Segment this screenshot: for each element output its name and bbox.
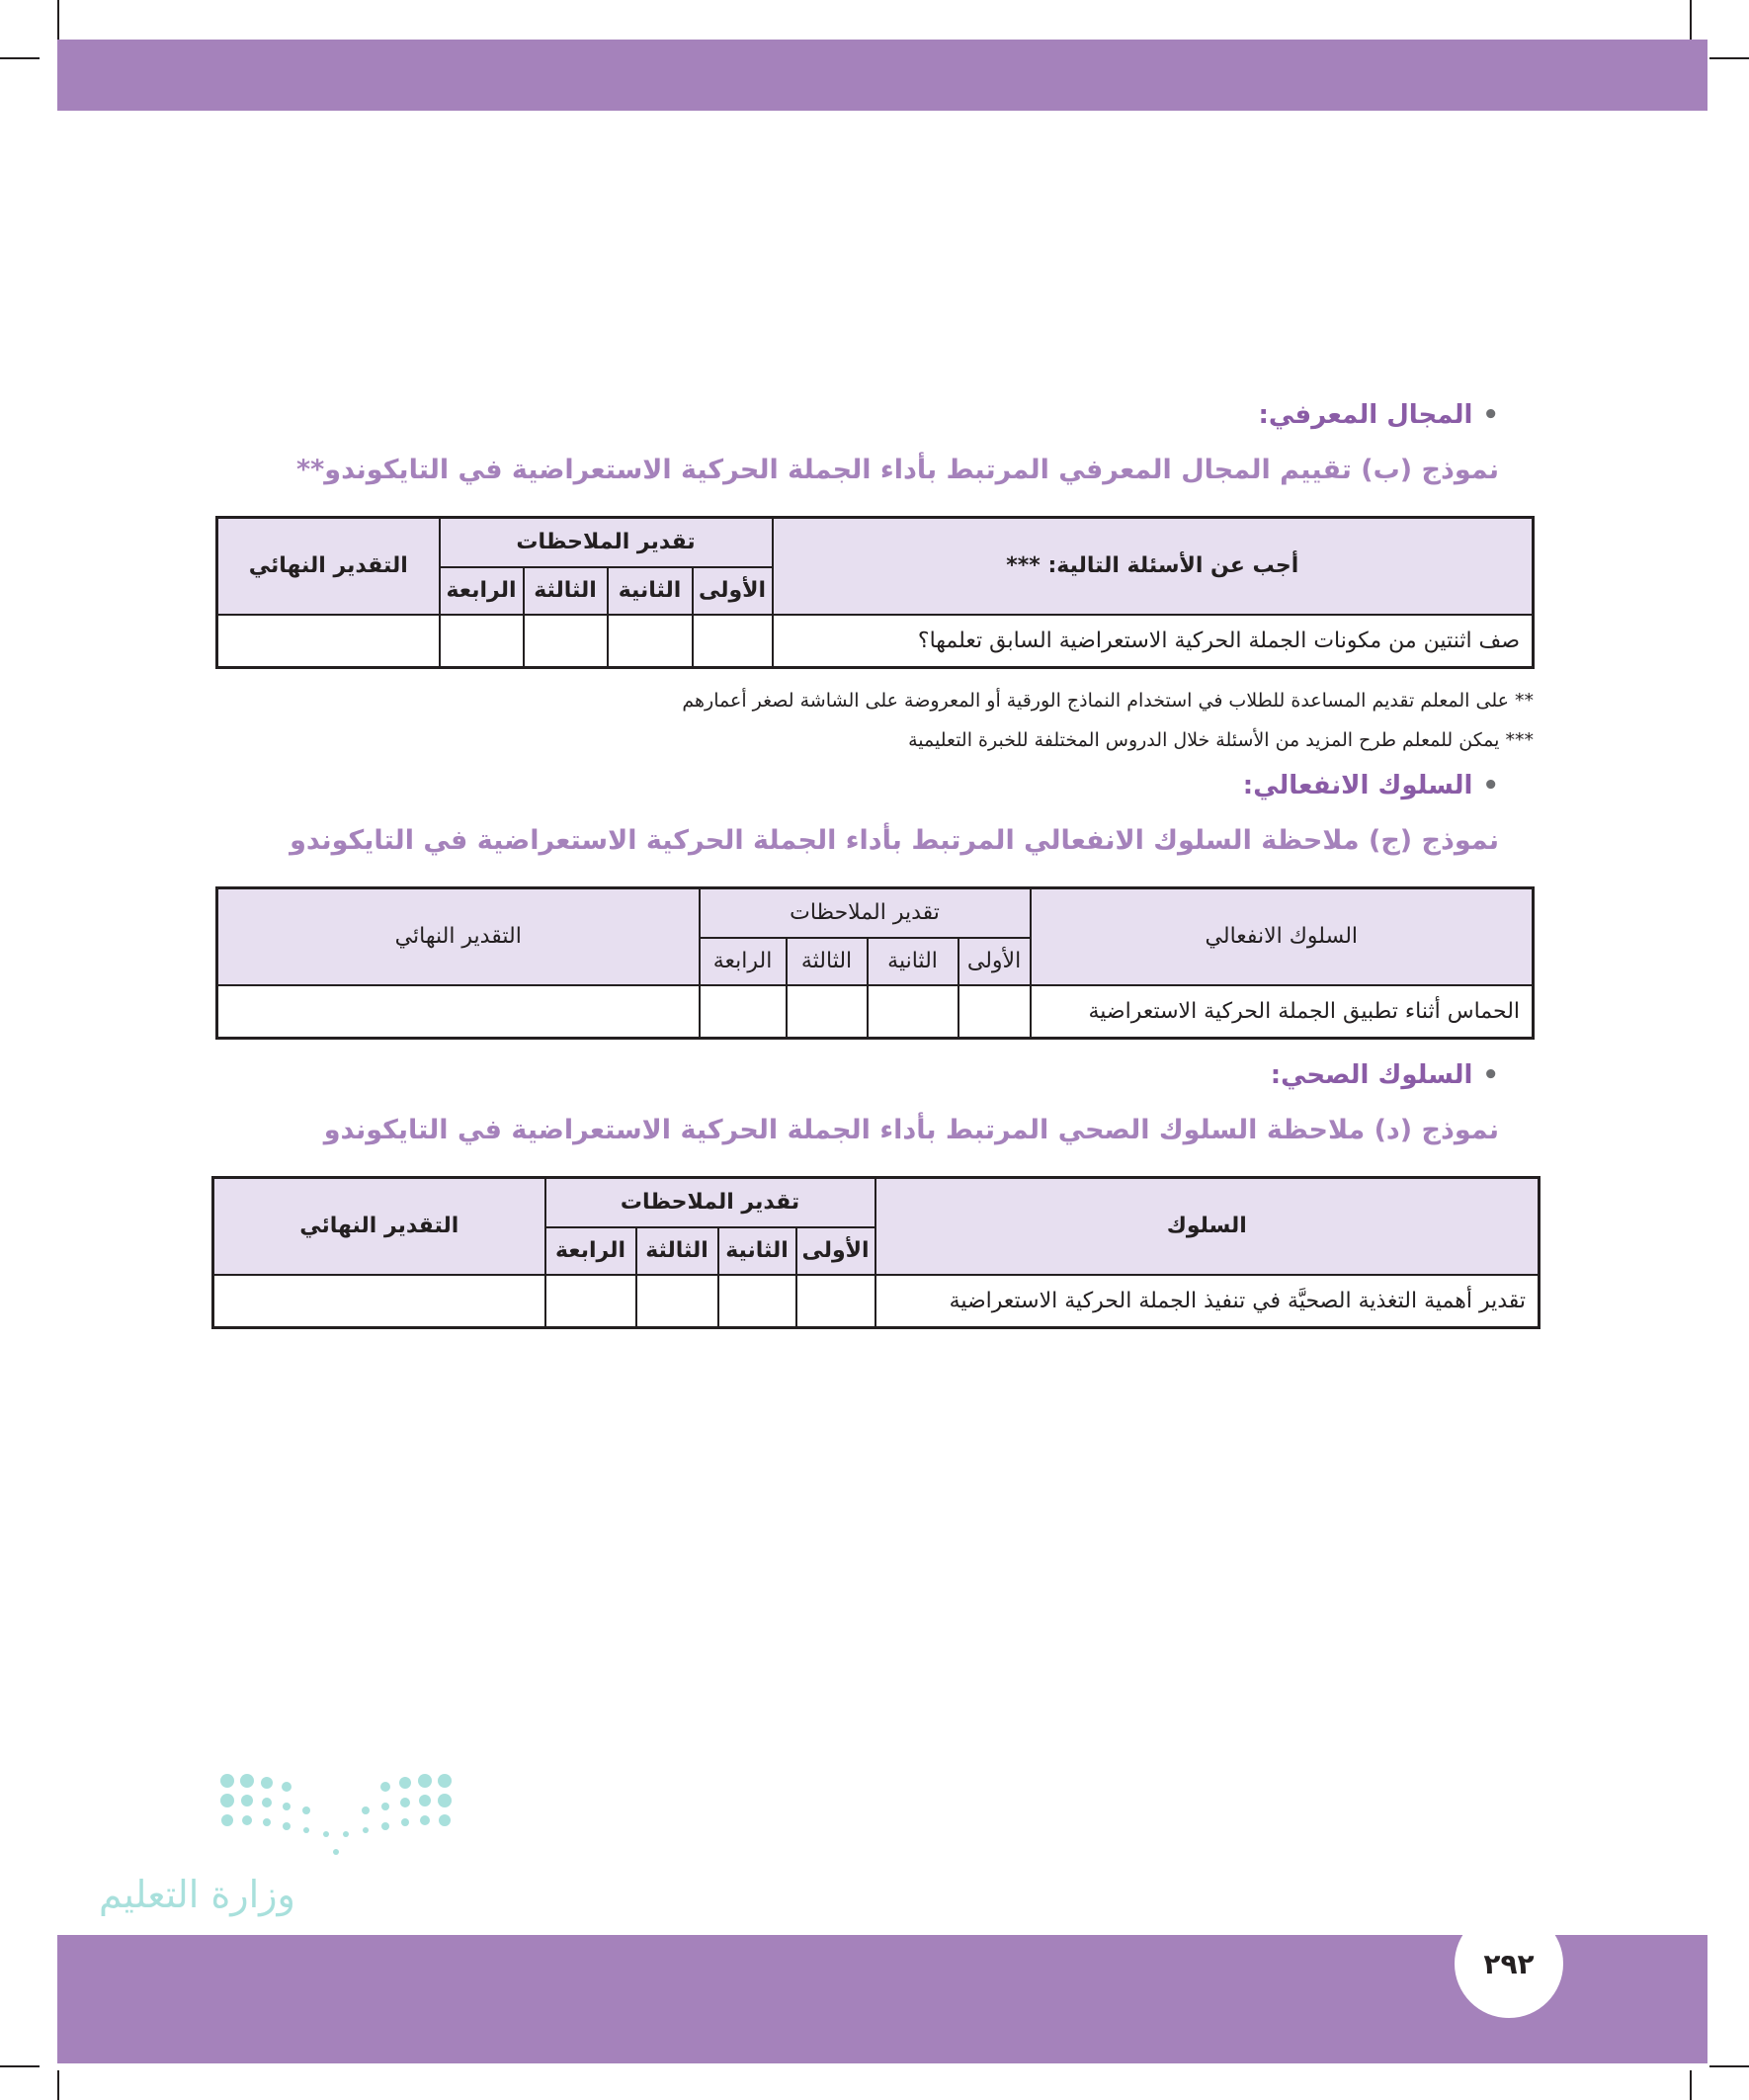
sub-column-third: الثالثة xyxy=(787,938,868,985)
crop-mark xyxy=(0,57,40,59)
table-form-b xyxy=(215,516,1535,669)
table-row-behavior: تقدير أهمية التغذية الصحيَّة في تنفيذ الجملة الحركية الاستعراضية xyxy=(875,1275,1540,1328)
table-row-behavior: الحماس أثناء تطبيق الجملة الحركية الاستعراضية xyxy=(1031,985,1534,1039)
footnote-1: ** على المعلم تقديم المساعدة للطلاب في استخدام النماذج الورقية أو المعروضة على الشاشة لصغر أعمارهم xyxy=(682,690,1534,712)
crop-mark xyxy=(57,0,59,40)
heading-form-c: نموذج (ج) ملاحظة السلوك الانفعالي المرتبط بأداء الجملة الحركية الاستعراضية في التايكوندو xyxy=(290,825,1499,856)
table-cell-empty[interactable] xyxy=(958,985,1031,1039)
table-cell-empty[interactable] xyxy=(213,1275,545,1328)
bullet-dot: • xyxy=(1482,400,1499,430)
crop-mark xyxy=(57,2070,59,2100)
column-header-observations: تقدير الملاحظات xyxy=(545,1178,875,1227)
section-label-emotional xyxy=(1243,771,1499,800)
table-cell-empty[interactable] xyxy=(524,615,608,668)
sub-column-third: الثالثة xyxy=(636,1227,718,1275)
ministry-logo-text: وزارة التعليم xyxy=(99,1873,295,1916)
table-cell-empty[interactable] xyxy=(700,985,787,1039)
heading-form-d: نموذج (د) ملاحظة السلوك الصحي المرتبط بأداء الجملة الحركية الاستعراضية في التايكوندو xyxy=(323,1115,1499,1145)
table-cell-empty[interactable] xyxy=(718,1275,796,1328)
sub-column-fourth: الرابعة xyxy=(440,567,524,615)
sub-column-first: الأولى xyxy=(693,567,773,615)
section-label-health xyxy=(1271,1060,1499,1090)
column-header-behavior: السلوك الانفعالي xyxy=(1031,888,1534,985)
table-cell-empty[interactable] xyxy=(636,1275,718,1328)
table-cell-empty[interactable] xyxy=(440,615,524,668)
column-header-observations: تقدير الملاحظات xyxy=(700,888,1031,938)
table-cell-empty[interactable] xyxy=(787,985,868,1039)
crop-mark xyxy=(1709,57,1749,59)
sub-column-fourth: الرابعة xyxy=(545,1227,636,1275)
table-form-c xyxy=(215,886,1535,1040)
table-cell-empty[interactable] xyxy=(693,615,773,668)
crop-mark xyxy=(0,2065,40,2067)
crop-mark xyxy=(1709,2065,1749,2067)
section-label-text: المجال المعرفي: xyxy=(1258,400,1473,430)
footnote-2: *** يمكن للمعلم طرح المزيد من الأسئلة خلال الدروس المختلفة للخبرة التعليمية xyxy=(908,729,1534,751)
table-cell-empty[interactable] xyxy=(217,615,440,668)
column-header-questions: أجب عن الأسئلة التالية: *** xyxy=(773,518,1534,615)
sub-column-fourth: الرابعة xyxy=(700,938,787,985)
sub-column-third: الثالثة xyxy=(524,567,608,615)
sub-column-second: الثانية xyxy=(868,938,958,985)
sub-column-first: الأولى xyxy=(958,938,1031,985)
heading-form-b: نموذج (ب) تقييم المجال المعرفي المرتبط بأداء الجملة الحركية الاستعراضية في التايكوندو** xyxy=(296,455,1499,485)
table-row-question: صف اثنتين من مكونات الجملة الحركية الاستعراضية السابق تعلمها؟ xyxy=(773,615,1534,668)
column-header-final: التقدير النهائي xyxy=(217,888,700,985)
bullet-dot: • xyxy=(1482,1060,1499,1090)
table-cell-empty[interactable] xyxy=(217,985,700,1039)
sub-column-first: الأولى xyxy=(796,1227,875,1275)
section-label-cognitive xyxy=(1258,400,1499,430)
column-header-observations: تقدير الملاحظات xyxy=(440,518,773,567)
table-form-d xyxy=(211,1176,1541,1329)
page-number: ٢٩٢ xyxy=(1455,1909,1563,2018)
crop-mark xyxy=(1690,0,1692,40)
bullet-dot: • xyxy=(1482,771,1499,800)
column-header-behavior: السلوك xyxy=(875,1178,1540,1275)
top-band xyxy=(57,40,1707,111)
sub-column-second: الثانية xyxy=(608,567,693,615)
table-cell-empty[interactable] xyxy=(608,615,693,668)
table-cell-empty[interactable] xyxy=(545,1275,636,1328)
table-cell-empty[interactable] xyxy=(868,985,958,1039)
crop-mark xyxy=(1690,2070,1692,2100)
sub-column-second: الثانية xyxy=(718,1227,796,1275)
table-cell-empty[interactable] xyxy=(796,1275,875,1328)
column-header-final: التقدير النهائي xyxy=(217,518,440,615)
section-label-text: السلوك الصحي: xyxy=(1270,1060,1473,1090)
column-header-final: التقدير النهائي xyxy=(213,1178,545,1275)
section-label-text: السلوك الانفعالي: xyxy=(1242,771,1473,800)
